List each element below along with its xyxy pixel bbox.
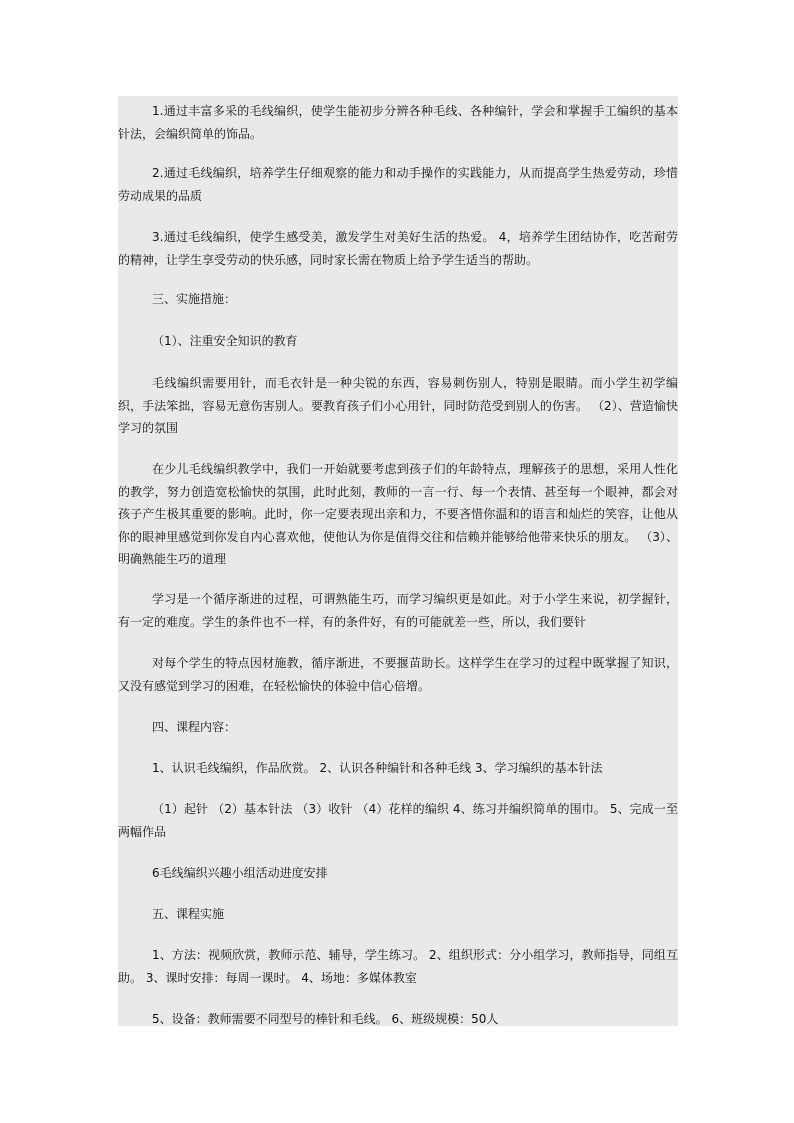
paragraph-goal-1: 1.通过丰富多采的毛线编织，使学生能初步分辨各种毛线、各种编针，学会和掌握手工编织的基本针法，会编织简单的饰品。 — [118, 104, 678, 141]
paragraph-practice: 学习是一个循序渐进的过程，可谓熟能生巧，而学习编织更是如此。对于小学生来说，初学握针，有一定的难度。学生的条件也不一样，有的条件好，有的可能就差一些，所以，我们要针 — [118, 592, 678, 629]
paragraph-equipment: 5、设备：教师需要不同型号的棒针和毛线。 6、班级规模：50人 — [152, 1012, 499, 1026]
section-heading-implementation: 五、课程实施 — [152, 907, 225, 921]
paragraph-stitch-list: （1）起针 （2）基本针法 （3）收针 （4）花样的编织 4、练习并编织简单的围巾。 5、完成一至两幅作品 — [118, 802, 678, 839]
paragraph-goal-3: 3.通过毛线编织，使学生感受美，激发学生对美好生活的热爱。 4，培养学生团结协作，吃苦耐劳的精神，让学生享受劳动的快乐感，同时家长需在物质上给予学生适当的帮助。 — [118, 230, 678, 267]
subheading-safety: （1）、注重安全知识的教育 — [152, 334, 298, 348]
paragraph-content-list: 1、认识毛线编织，作品欣赏。 2、认识各种编针和各种毛线 3、学习编织的基本针法 — [152, 761, 603, 775]
paragraph-schedule: 6毛线编织兴趣小组活动进度安排 — [152, 866, 328, 880]
paragraph-safety: 毛线编织需要用针，而毛衣针是一种尖锐的东西，容易刺伤别人，特别是眼睛。而小学生初学编织，手法笨拙，容易无意伤害别人。要教育孩子们小心用针，同时防范受到别人的伤害。 （2）、营造愉快学习的氛围 — [118, 376, 678, 435]
section-heading-content: 四、课程内容： — [152, 720, 237, 734]
paragraph-goal-2: 2.通过毛线编织，培养学生仔细观察的能力和动手操作的实践能力，从而提高学生热爱劳动，珍惜劳动成果的品质 — [118, 166, 678, 203]
paragraph-atmosphere: 在少儿毛线编织教学中，我们一开始就要考虑到孩子们的年龄特点，理解孩子的思想，采用人性化的教学，努力创造宽松愉快的氛围，此时此刻，教师的一言一行、每一个表情、甚至每一个眼神，都会对孩子产生极其重要的影响。此时，你一定要表现出亲和力，不要吝惜你温和的语言和灿烂的笑容，让他从你的眼神里感觉到你发自内心喜欢他，使他认为你是值得交往和信赖并能够给他带来快乐的朋友。 （3）、明确熟能生巧的道理 — [118, 462, 678, 566]
paragraph-method: 1、方法：视频欣赏，教师示范、辅导，学生练习。 2、组织形式：分小组学习，教师指导，同组互助。 3、课时安排：每周一课时。 4、场地：多媒体教室 — [118, 948, 678, 985]
paragraph-individual: 对每个学生的特点因材施教，循序渐进，不要揠苗助长。这样学生在学习的过程中既掌握了知识，又没有感觉到学习的困难，在轻松愉快的体验中信心倍增。 — [118, 656, 678, 693]
section-heading-measures: 三、实施措施： — [152, 292, 237, 306]
